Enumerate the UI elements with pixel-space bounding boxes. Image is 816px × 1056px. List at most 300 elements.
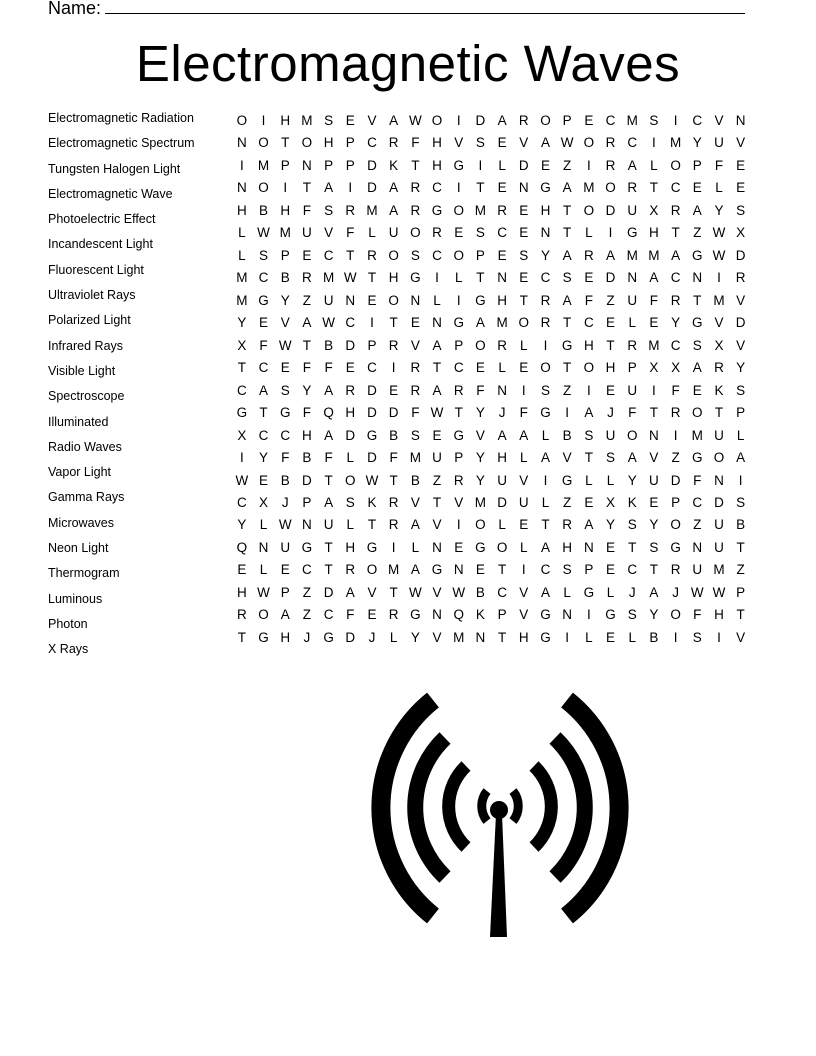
grid-cell: A [280,607,290,623]
grid-cell: I [261,113,266,128]
grid-cell: O [475,337,486,353]
grid-cell: S [259,247,269,263]
grid-cell: P [324,157,334,173]
grid-cell: E [736,157,746,173]
grid-cell: J [607,405,614,421]
grid-cell: R [453,472,464,488]
grid-cell: O [583,202,595,218]
grid-cell: W [408,584,422,600]
grid-cell: L [606,472,615,488]
grid-cell: E [519,202,529,218]
word-list-item: Photoelectric Effect [48,212,156,227]
grid-cell: K [367,494,377,510]
grid-cell: C [258,360,269,376]
grid-cell: X [237,427,247,443]
grid-cell: L [346,517,355,533]
grid-cell: N [714,472,724,488]
grid-cell: M [236,270,248,286]
grid-cell: B [280,472,290,488]
grid-cell: M [409,450,421,466]
grid-cell: M [301,113,313,128]
grid-cell: I [435,270,439,286]
grid-cell: C [453,360,464,376]
grid-cell: C [258,270,269,286]
grid-cell: D [367,180,377,196]
grid-cell: N [432,539,442,555]
grid-cell: C [627,135,638,151]
grid-cell: R [432,225,442,241]
grid-cell: W [343,270,357,286]
grid-cell: C [323,607,334,623]
grid-cell: S [324,202,334,218]
grid-cell: O [345,472,356,488]
grid-cell: M [453,629,465,645]
grid-cell: E [259,472,269,488]
grid-cell: G [540,607,551,623]
grid-cell: I [543,472,548,488]
grid-cell: Z [693,517,702,533]
grid-cell: V [432,584,442,600]
grid-cell: P [736,405,746,421]
grid-cell: D [345,629,356,645]
grid-cell: G [692,315,703,331]
grid-cell: C [280,427,291,443]
grid-cell: E [606,382,616,398]
grid-cell: U [714,539,724,555]
grid-cell: W [408,113,422,128]
grid-cell: M [236,292,248,308]
word-list-item: Infrared Rays [48,338,124,353]
grid-cell: A [432,382,442,398]
grid-cell: E [237,562,247,578]
grid-cell: W [430,405,444,421]
grid-cell: N [649,427,659,443]
grid-cell: U [714,427,724,443]
grid-cell: X [714,337,724,353]
grid-cell: E [606,539,616,555]
grid-cell: H [323,135,334,151]
grid-cell: H [432,157,442,173]
grid-cell: C [236,494,247,510]
grid-cell: S [627,607,637,623]
grid-cell: F [411,135,420,151]
grid-cell: I [608,225,613,241]
grid-cell: X [649,360,659,376]
grid-cell: O [410,225,421,241]
grid-cell: J [628,584,636,600]
word-list-item: Photon [48,616,88,631]
grid-cell: K [627,494,637,510]
grid-cell: O [258,607,269,623]
grid-cell: U [627,382,638,398]
grid-cell: E [584,494,594,510]
grid-cell: D [670,472,681,488]
grid-cell: C [258,427,269,443]
grid-cell: V [475,427,485,443]
grid-cell: A [736,450,746,466]
grid-cell: M [366,202,378,218]
grid-cell: G [366,427,378,443]
grid-cell: T [736,539,745,555]
grid-cell: V [280,315,290,331]
word-list-item: Electromagnetic Spectrum [48,136,195,151]
grid-cell: D [345,337,356,353]
grid-cell: A [562,180,572,196]
word-list-item: Fluorescent Light [48,262,144,277]
grid-cell: S [280,382,290,398]
grid-cell: O [453,202,464,218]
grid-cell: Z [693,225,702,241]
grid-cell: F [649,292,659,308]
grid-cell: J [498,405,506,421]
grid-cell: T [302,180,312,196]
grid-cell: E [584,270,594,286]
grid-cell: L [259,517,268,533]
grid-cell: C [670,337,681,353]
grid-cell: E [606,629,616,645]
grid-cell: S [584,427,594,443]
grid-cell: C [323,247,334,263]
word-list-item: Spectroscope [48,389,125,404]
word-list-item: Gamma Rays [48,490,125,505]
word-list-item: Ultraviolet Rays [48,288,136,303]
grid-cell: E [519,517,529,533]
name-underline [105,0,745,14]
grid-cell: E [259,315,269,331]
grid-cell: X [649,202,659,218]
grid-cell: D [735,315,746,331]
grid-cell: E [649,494,659,510]
grid-cell: A [497,427,507,443]
grid-cell: T [519,292,528,308]
grid-cell: I [738,472,743,488]
grid-cell: V [432,629,442,645]
grid-cell: P [475,247,485,263]
grid-cell: Y [627,472,637,488]
grid-cell: W [257,584,270,600]
grid-cell: Y [237,315,247,331]
grid-cell: H [605,360,616,376]
grid-cell: T [389,472,398,488]
grid-cell: E [302,247,312,263]
grid-cell: Z [563,494,572,510]
grid-cell: B [475,584,485,600]
grid-cell: T [649,180,659,196]
grid-cell: V [410,337,420,353]
grid-cell: G [453,157,464,173]
grid-cell: G [540,629,551,645]
grid-cell: P [345,135,355,151]
grid-cell: H [714,607,724,623]
word-list-item: Electromagnetic Radiation [48,111,194,125]
grid-cell: L [736,427,745,443]
grid-cell: T [541,517,550,533]
grid-cell: G [410,270,421,286]
grid-cell: V [432,517,442,533]
grid-cell: T [671,225,680,241]
grid-cell: L [520,337,528,353]
grid-cell: T [649,405,659,421]
grid-cell: A [540,539,550,555]
grid-cell: R [670,562,681,578]
grid-cell: V [736,629,746,645]
name-field [48,0,745,19]
grid-cell: A [540,450,550,466]
grid-cell: Y [475,450,485,466]
grid-cell: A [584,517,594,533]
grid-cell: I [283,180,288,196]
grid-cell: G [258,292,269,308]
grid-cell: C [692,113,703,128]
grid-cell: J [368,629,376,645]
grid-cell: P [367,337,377,353]
grid-cell: I [239,450,244,466]
grid-cell: C [432,247,442,263]
grid-cell: A [649,584,659,600]
grid-cell: M [279,225,291,241]
grid-cell: A [562,292,572,308]
grid-cell: S [562,270,572,286]
grid-cell: X [259,494,269,510]
grid-cell: I [717,270,721,286]
grid-cell: V [324,225,334,241]
grid-cell: C [497,584,507,600]
grid-cell: S [475,225,485,241]
grid-cell: O [236,113,248,128]
grid-cell: V [519,472,529,488]
grid-cell: P [302,494,312,510]
grid-cell: L [585,472,593,488]
grid-cell: A [627,157,637,173]
grid-cell: W [712,225,726,241]
word-list-item: X Rays [48,642,89,657]
grid-cell: H [236,202,247,218]
grid-cell: L [346,450,355,466]
grid-cell: D [605,270,616,286]
grid-cell: D [367,405,377,421]
grid-cell: F [324,450,333,466]
grid-cell: Y [280,292,290,308]
grid-cell: V [736,337,746,353]
grid-cell: O [583,360,595,376]
grid-cell: O [475,517,486,533]
grid-cell: R [497,202,507,218]
grid-cell: T [237,629,246,645]
grid-cell: I [586,157,591,173]
grid-cell: L [498,517,506,533]
grid-cell: R [345,202,356,218]
grid-cell: P [584,562,594,578]
grid-cell: L [520,539,528,555]
grid-cell: R [236,607,247,623]
word-list-item: Microwaves [48,515,114,530]
grid-cell: A [410,517,420,533]
grid-cell: Q [453,607,464,623]
grid-cell: E [454,539,464,555]
grid-cell: L [498,360,506,376]
grid-cell: J [281,494,289,510]
grid-cell: W [278,337,292,353]
grid-cell: B [562,427,572,443]
grid-cell: A [389,202,399,218]
grid-cell: I [586,382,591,398]
grid-cell: V [454,135,464,151]
grid-cell: F [324,360,333,376]
grid-cell: H [280,113,291,128]
grid-cell: U [432,450,442,466]
grid-cell: V [367,113,377,128]
grid-cell: C [670,270,681,286]
grid-cell: A [345,584,355,600]
grid-cell: P [280,584,290,600]
grid-cell: S [692,629,702,645]
grid-cell: G [431,202,443,218]
grid-cell: U [714,517,724,533]
grid-cell: A [649,270,659,286]
grid-cell: L [715,180,723,196]
word-list [48,110,195,667]
grid-cell: W [365,472,379,488]
grid-cell: C [432,180,442,196]
grid-cell: L [411,539,420,555]
grid-cell: M [388,562,400,578]
grid-cell: U [627,202,638,218]
grid-cell: W [560,135,574,151]
grid-cell: I [478,157,483,173]
grid-cell: C [670,180,681,196]
grid-cell: F [281,450,290,466]
grid-cell: V [736,135,746,151]
grid-cell: A [540,135,550,151]
grid-cell: O [670,607,681,623]
word-list-item: Thermogram [48,566,120,581]
grid-cell: I [456,292,461,308]
word-list-item: Visible Light [48,363,116,378]
grid-cell: U [692,562,703,578]
grid-cell: G [366,539,378,555]
word-list-item: Electromagnetic Wave [48,186,173,201]
grid-cell: R [605,157,616,173]
grid-cell: I [565,405,570,421]
grid-cell: R [410,180,421,196]
grid-cell: N [453,562,464,578]
grid-cell: E [497,180,507,196]
grid-cell: R [388,337,399,353]
grid-cell: Z [432,472,442,488]
grid-cell: G [410,607,421,623]
grid-cell: A [692,202,702,218]
grid-cell: U [605,427,616,443]
grid-cell: T [367,517,377,533]
grid-cell: Y [736,360,746,376]
grid-cell: R [583,247,594,263]
grid-cell: T [476,180,485,196]
grid-cell: E [410,315,420,331]
grid-cell: P [454,337,464,353]
grid-cell: U [627,292,638,308]
grid-cell: A [389,180,399,196]
grid-cell: T [432,360,442,376]
grid-cell: P [280,157,290,173]
grid-cell: T [714,405,724,421]
grid-cell: J [672,584,679,600]
grid-cell: G [258,629,269,645]
grid-cell: H [540,202,551,218]
grid-cell: M [648,247,660,263]
grid-cell: J [303,629,311,645]
grid-cell: T [432,494,442,510]
grid-cell: N [497,382,507,398]
grid-cell: R [453,382,464,398]
grid-cell: S [345,494,355,510]
grid-cell: T [302,337,312,353]
grid-cell: A [259,382,269,398]
grid-cell: P [454,450,464,466]
grid-cell: S [606,450,616,466]
grid-cell: R [670,405,681,421]
word-list-item: Incandescent Light [48,237,153,252]
grid-cell: U [388,225,399,241]
grid-cell: F [693,472,702,488]
grid-cell: K [389,157,399,173]
grid-cell: I [673,629,678,645]
grid-cell: E [345,360,355,376]
grid-cell: S [627,517,637,533]
grid-cell: H [280,629,291,645]
grid-cell: Z [563,157,572,173]
grid-cell: N [692,539,703,555]
grid-cell: Q [323,405,334,421]
grid-cell: G [236,405,248,421]
grid-cell: R [367,247,377,263]
grid-cell: G [540,405,551,421]
grid-cell: Y [692,135,702,151]
grid-cell: F [302,360,312,376]
grid-cell: F [476,382,485,398]
grid-cell: C [367,360,377,376]
grid-cell: F [259,337,268,353]
grid-cell: O [518,315,530,331]
grid-cell: R [627,180,638,196]
grid-cell: S [736,494,746,510]
word-list-item: Neon Light [48,541,109,556]
grid-cell: I [652,135,656,151]
grid-cell: T [324,562,333,578]
grid-cell: M [713,562,725,578]
grid-cell: G [561,337,573,353]
grid-cell: U [714,135,724,151]
grid-cell: L [259,562,268,578]
grid-cell: C [302,562,312,578]
grid-cell: L [606,584,615,600]
grid-cell: R [388,494,399,510]
grid-cell: P [671,494,681,510]
grid-cell: D [735,247,746,263]
grid-cell: H [432,135,442,151]
grid-cell: Y [475,405,485,421]
grid-cell: D [367,450,377,466]
grid-cell: X [606,494,616,510]
grid-cell: W [712,584,726,600]
grid-cell: I [348,180,353,196]
grid-cell: S [475,135,485,151]
grid-cell: Y [649,607,659,623]
grid-cell: S [692,337,702,353]
grid-cell: Z [302,584,312,600]
word-list-item: Luminous [48,591,103,606]
grid-cell: V [519,607,529,623]
grid-cell: C [627,562,638,578]
